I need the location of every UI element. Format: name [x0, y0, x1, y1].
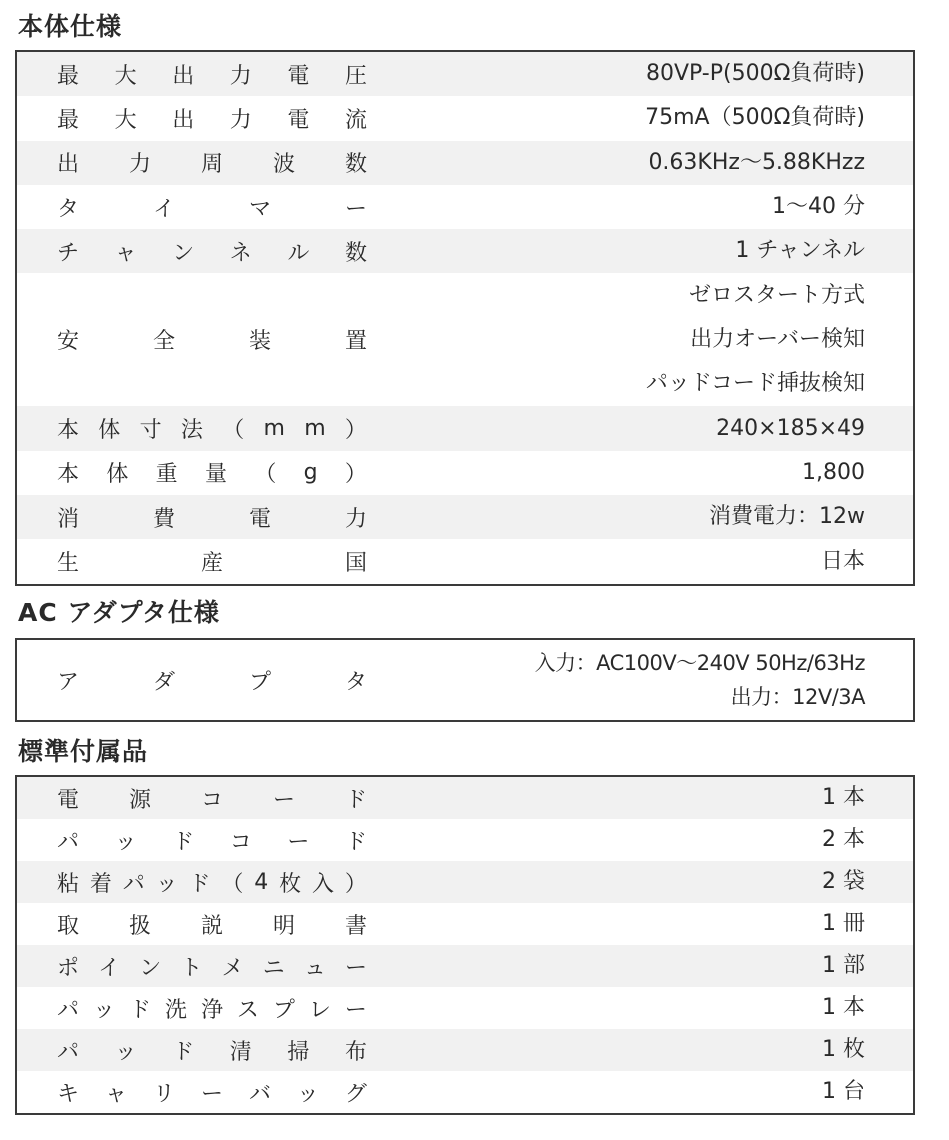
spec-value-line: 1 チャンネル — [735, 238, 865, 264]
spec-value — [367, 407, 913, 451]
spec-row — [17, 640, 913, 720]
spec-value-line: 消費電力：12w — [709, 504, 865, 530]
section-title-ac-adapter: AC アダプタ仕様 — [18, 598, 220, 627]
spec-row — [17, 903, 913, 945]
spec-label: パ ッ ド 洗 浄 ス プ レ ー — [57, 997, 367, 1023]
spec-value — [367, 902, 913, 946]
spec-value — [367, 818, 913, 862]
spec-row — [17, 185, 913, 229]
spec-value — [367, 229, 913, 273]
spec-table-accessories — [15, 775, 915, 1115]
spec-row — [17, 406, 913, 450]
spec-label: ア ダ プ タ — [57, 669, 367, 695]
spec-value-line: 1 本 — [822, 995, 865, 1020]
spec-row — [17, 987, 913, 1029]
spec-value — [367, 96, 913, 140]
spec-value-line: 出力オーバー検知 — [690, 326, 865, 352]
spec-value-line: 1 本 — [822, 785, 865, 810]
spec-table-main-unit — [15, 50, 915, 586]
spec-value — [367, 185, 913, 229]
spec-label: 最 大 出 力 電 圧 — [57, 63, 367, 89]
spec-value-line: 1〜40 分 — [772, 194, 865, 220]
spec-value — [367, 776, 913, 820]
spec-table-ac-adapter — [15, 638, 915, 722]
spec-label: 生 産 国 — [57, 551, 367, 577]
spec-label: 最 大 出 力 電 流 — [57, 107, 367, 133]
spec-label: 本 体 寸 法 （ m m ） — [57, 416, 367, 444]
spec-value-line: 1,800 — [802, 459, 865, 485]
spec-value-line: 出力：12V/3A — [730, 685, 865, 709]
spec-value — [367, 52, 913, 96]
spec-value — [367, 1070, 913, 1114]
spec-value — [367, 646, 913, 714]
spec-value — [367, 540, 913, 584]
spec-value-line: 2 袋 — [822, 869, 865, 894]
spec-value-line: 1 枚 — [822, 1037, 865, 1062]
spec-row — [17, 451, 913, 495]
section-title-main-unit: 本体仕様 — [18, 12, 123, 41]
spec-row — [17, 52, 913, 96]
spec-label: パ ッ ド 清 掃 布 — [57, 1039, 367, 1065]
spec-value — [367, 141, 913, 185]
spec-label: チ ャ ン ネ ル 数 — [57, 240, 367, 266]
spec-label: ポ イ ン ト メ ニ ュ ー — [57, 955, 367, 981]
spec-label: タ イ マ ー — [57, 196, 367, 222]
section-title-accessories: 標準付属品 — [18, 737, 149, 766]
spec-row — [17, 229, 913, 273]
spec-value — [367, 495, 913, 539]
spec-row — [17, 539, 913, 583]
spec-label: 取 扱 説 明 書 — [57, 913, 367, 939]
spec-value — [367, 986, 913, 1030]
spec-row — [17, 1071, 913, 1113]
spec-row — [17, 819, 913, 861]
spec-value-line: 日本 — [820, 548, 865, 574]
spec-value-line: 1 台 — [822, 1079, 865, 1104]
spec-label: 安 全 装 置 — [57, 329, 367, 355]
spec-value — [367, 944, 913, 988]
spec-value-line: 1 部 — [822, 953, 865, 978]
spec-value-line: 1 冊 — [822, 911, 865, 936]
spec-row — [17, 273, 913, 406]
spec-value-line: 240×185×49 — [716, 415, 865, 441]
spec-row — [17, 945, 913, 987]
spec-label: キ ャ リ ー バ ッ グ — [57, 1081, 367, 1107]
spec-row — [17, 861, 913, 903]
spec-label: 電 源 コ ー ド — [57, 787, 367, 813]
spec-row — [17, 141, 913, 185]
spec-value-line: 入力：AC100V〜240V 50Hz/63Hz — [534, 651, 865, 675]
spec-row — [17, 495, 913, 539]
spec-value-line: 80VP-P(500Ω負荷時) — [645, 61, 865, 87]
spec-value — [367, 860, 913, 904]
spec-label: 出 力 周 波 数 — [57, 152, 367, 178]
spec-row — [17, 1029, 913, 1071]
spec-label: パ ッ ド コ ー ド — [57, 829, 367, 855]
spec-value-line: パッドコード挿抜検知 — [645, 370, 865, 396]
spec-value-line: ゼロスタート方式 — [688, 282, 865, 308]
spec-label: 粘 着 パ ッ ド （ 4 枚 入 ） — [57, 869, 367, 897]
spec-value-line: 2 本 — [822, 827, 865, 852]
spec-value-line: 0.63KHz〜5.88KHzz — [648, 149, 865, 175]
spec-value-line: 75mA（500Ω負荷時) — [645, 105, 865, 131]
spec-label: 消 費 電 力 — [57, 506, 367, 532]
spec-value — [367, 1028, 913, 1072]
spec-value — [367, 451, 913, 495]
spec-row — [17, 96, 913, 140]
spec-value — [367, 274, 913, 406]
spec-row — [17, 777, 913, 819]
spec-label: 本 体 重 量 （ g ） — [57, 460, 367, 488]
